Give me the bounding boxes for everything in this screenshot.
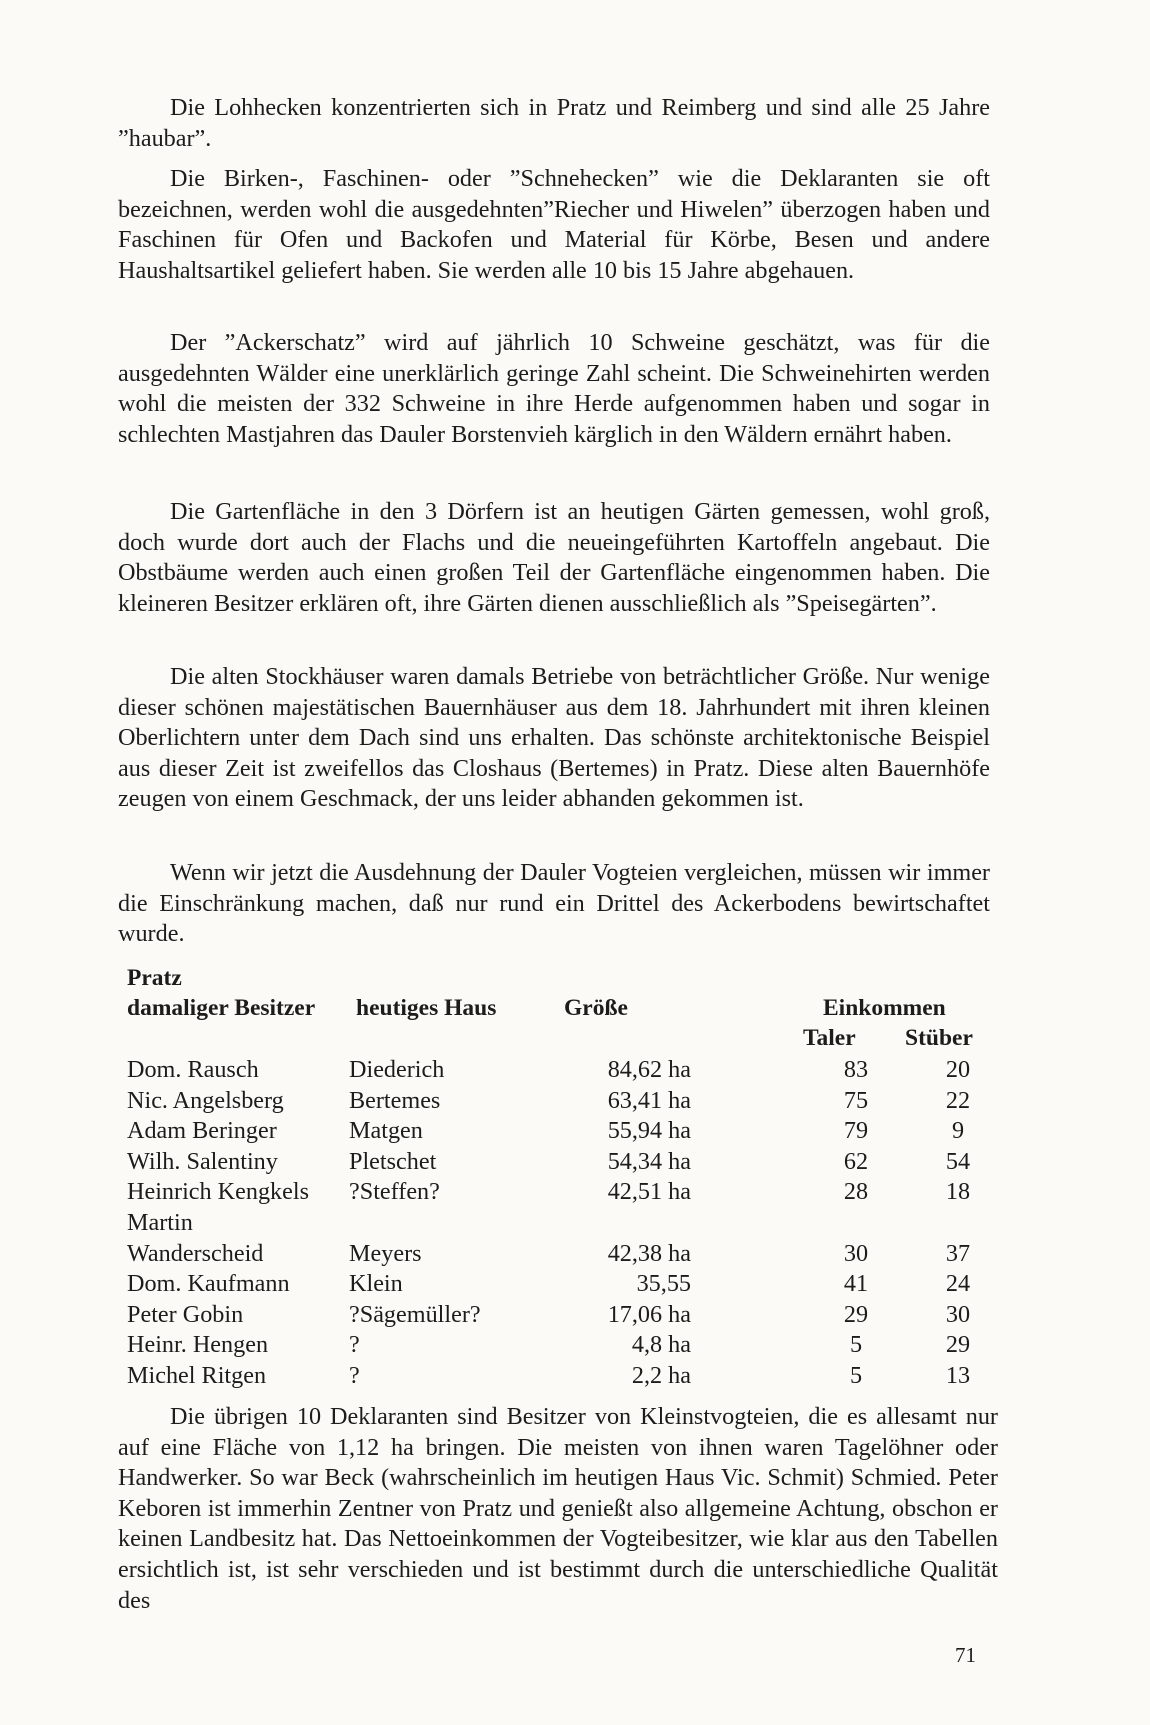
table-row xyxy=(127,1116,987,1147)
cell-taler: 29 xyxy=(843,1300,869,1328)
table-row xyxy=(127,1177,987,1208)
cell-stueber: 37 xyxy=(945,1239,971,1267)
cell-owner: Adam Beringer xyxy=(127,1117,277,1145)
cell-owner: Michel Ritgen xyxy=(127,1362,267,1389)
cell-stueber: 30 xyxy=(945,1300,971,1328)
cell-taler: 30 xyxy=(843,1239,869,1267)
cell-house: Bertemes xyxy=(349,1086,441,1114)
cell-house: Pletschet xyxy=(349,1147,437,1175)
cell-owner: Martin xyxy=(127,1209,193,1236)
table-row xyxy=(127,1208,987,1239)
cell-size: 4,8 ha xyxy=(631,1331,691,1359)
paragraph-stockhaeuser: Die alten Stockhäuser waren damals Betriebe von beträchtlicher Größe. Nur wenige dieser schönen majestätischen Bauernhäuser aus dem 18. Jahrhundert mit ihren kleinen Oberlichtern unter dem Dach sind uns erhalten. Das schönste architektonische Beispiel aus dieser Zeit ist zweifellos das Closhaus (Bertemes) in Pratz. Diese alten Bauernhöfe zeugen von einem Geschmack, der uns leider abhanden gekommen ist. xyxy=(118,663,990,813)
table-row xyxy=(127,1239,987,1270)
header-taler: Taler xyxy=(803,1025,856,1051)
header-income: Einkommen xyxy=(823,995,946,1021)
cell-house: Diederich xyxy=(349,1056,445,1083)
cell-taler: 41 xyxy=(843,1270,869,1298)
cell-stueber: 13 xyxy=(945,1362,971,1389)
cell-house: ? xyxy=(349,1331,360,1359)
paragraph-ackerschatz: Der ”Ackerschatz” wird auf jährlich 10 Schweine geschätzt, was für die ausgedehnten Wälder eine unerklärlich geringe Zahl scheint. Die Schweinehirten werden wohl die meisten der 332 Schweine in ihre Herde aufgenommen haben und sogar in schlechten Mastjahren das Dauler Borstenvieh kärglich in den Wäldern ernährt haben. xyxy=(118,329,990,448)
cell-taler: 5 xyxy=(849,1362,863,1389)
cell-taler: 28 xyxy=(843,1178,869,1206)
table-row xyxy=(127,1269,987,1300)
cell-taler: 83 xyxy=(843,1056,869,1083)
table-row xyxy=(127,1330,987,1361)
paragraph-kleinstvogteien: Die übrigen 10 Deklaranten sind Besitzer von Kleinstvogteien, die es allesamt nur auf eine Fläche von 1,12 ha bringen. Die meisten von ihnen waren Tagelöhner oder Handwerker. So war Beck (wahrscheinlich im heutigen Haus Vic. Schmit) Schmied. Peter Keboren ist immerhin Zentner von Pratz und genießt also allgemeine Achtung, obschon er keinen Landbesitz hat. Das Nettoeinkommen der Vogteibesitzer, wie klar aus den Tabellen ersichtlich ist, ist sehr verschieden und ist bestimmt durch die unterschiedliche Qualität des xyxy=(118,1403,998,1614)
cell-house: ? xyxy=(349,1362,360,1389)
cell-owner: Dom. Kaufmann xyxy=(127,1270,290,1298)
cell-size: 2,2 ha xyxy=(631,1362,691,1389)
cell-size: 63,41 ha xyxy=(607,1086,691,1114)
cell-owner: Wilh. Salentiny xyxy=(127,1147,278,1175)
cell-house: Klein xyxy=(349,1270,403,1298)
table-row xyxy=(127,1147,987,1178)
paragraph-lohhecken: Die Lohhecken konzentrierten sich in Pratz und Reimberg und sind alle 25 Jahre ”haubar”. xyxy=(118,94,990,152)
header-owner: damaliger Besitzer xyxy=(127,995,316,1021)
cell-size: 84,62 ha xyxy=(607,1056,691,1083)
cell-size: 42,38 ha xyxy=(607,1239,691,1267)
cell-taler: 75 xyxy=(843,1086,869,1114)
cell-owner: Dom. Rausch xyxy=(127,1056,259,1083)
cell-stueber: 20 xyxy=(945,1056,971,1083)
header-house: heutiges Haus xyxy=(356,995,497,1021)
table-row xyxy=(127,1361,987,1392)
cell-size: 54,34 ha xyxy=(607,1147,691,1175)
cell-owner: Nic. Angelsberg xyxy=(127,1086,284,1114)
table-row xyxy=(127,1300,987,1331)
table-row xyxy=(127,1055,987,1086)
cell-taler: 79 xyxy=(843,1117,869,1145)
cell-size: 55,94 ha xyxy=(607,1117,691,1145)
table-row xyxy=(127,1086,987,1117)
cell-size: 17,06 ha xyxy=(607,1300,691,1328)
cell-taler: 62 xyxy=(843,1147,869,1175)
cell-owner: Heinrich Kengkels xyxy=(127,1178,310,1206)
cell-stueber: 22 xyxy=(945,1086,971,1114)
paragraph-gartenflaeche: Die Gartenfläche in den 3 Dörfern ist an heutigen Gärten gemessen, wohl groß, doch wurde dort auch der Flachs und die neueingeführten Kartoffeln angebaut. Die Obstbäume werden auch einen großen Teil der Gartenfläche eingenommen haben. Die kleineren Besitzer erklären oft, ihre Gärten dienen ausschließlich als ”Speisegärten”. xyxy=(118,498,990,617)
cell-owner: Heinr. Hengen xyxy=(127,1331,269,1359)
cell-stueber: 9 xyxy=(951,1117,965,1145)
cell-stueber: 29 xyxy=(945,1331,971,1359)
page-number: 71 xyxy=(955,1643,976,1667)
cell-owner: Peter Gobin xyxy=(127,1300,244,1328)
header-size: Größe xyxy=(564,995,628,1021)
cell-stueber: 54 xyxy=(945,1147,971,1175)
cell-house: ?Sägemüller? xyxy=(349,1300,481,1328)
cell-stueber: 24 xyxy=(945,1270,971,1298)
cell-owner: Wanderscheid xyxy=(127,1239,264,1267)
header-stueber: Stüber xyxy=(905,1025,973,1051)
cell-size: 35,55 xyxy=(636,1270,691,1298)
paragraph-birkenhecken: Die Birken-, Faschinen- oder ”Schnehecken” wie die Deklaranten sie oft bezeichnen, werden wohl die ausgedehnten”Riecher und Hiwelen” überzogen haben und Faschinen für Ofen und Backofen und Material für Körbe, Besen und andere Haushaltsartikel geliefert haben. Sie werden alle 10 bis 15 Jahre abgehauen. xyxy=(118,165,990,284)
cell-stueber: 18 xyxy=(945,1178,971,1206)
table-title: Pratz xyxy=(127,965,182,991)
cell-size: 42,51 ha xyxy=(607,1178,691,1206)
cell-house: Matgen xyxy=(349,1117,423,1145)
cell-house: ?Steffen? xyxy=(349,1178,440,1206)
paragraph-vogteien: Wenn wir jetzt die Ausdehnung der Dauler Vogteien vergleichen, müssen wir immer die Einschränkung machen, daß nur rund ein Drittel des Ackerbodens bewirtschaftet wurde. xyxy=(118,859,990,948)
cell-taler: 5 xyxy=(849,1331,863,1359)
cell-house: Meyers xyxy=(349,1239,422,1267)
